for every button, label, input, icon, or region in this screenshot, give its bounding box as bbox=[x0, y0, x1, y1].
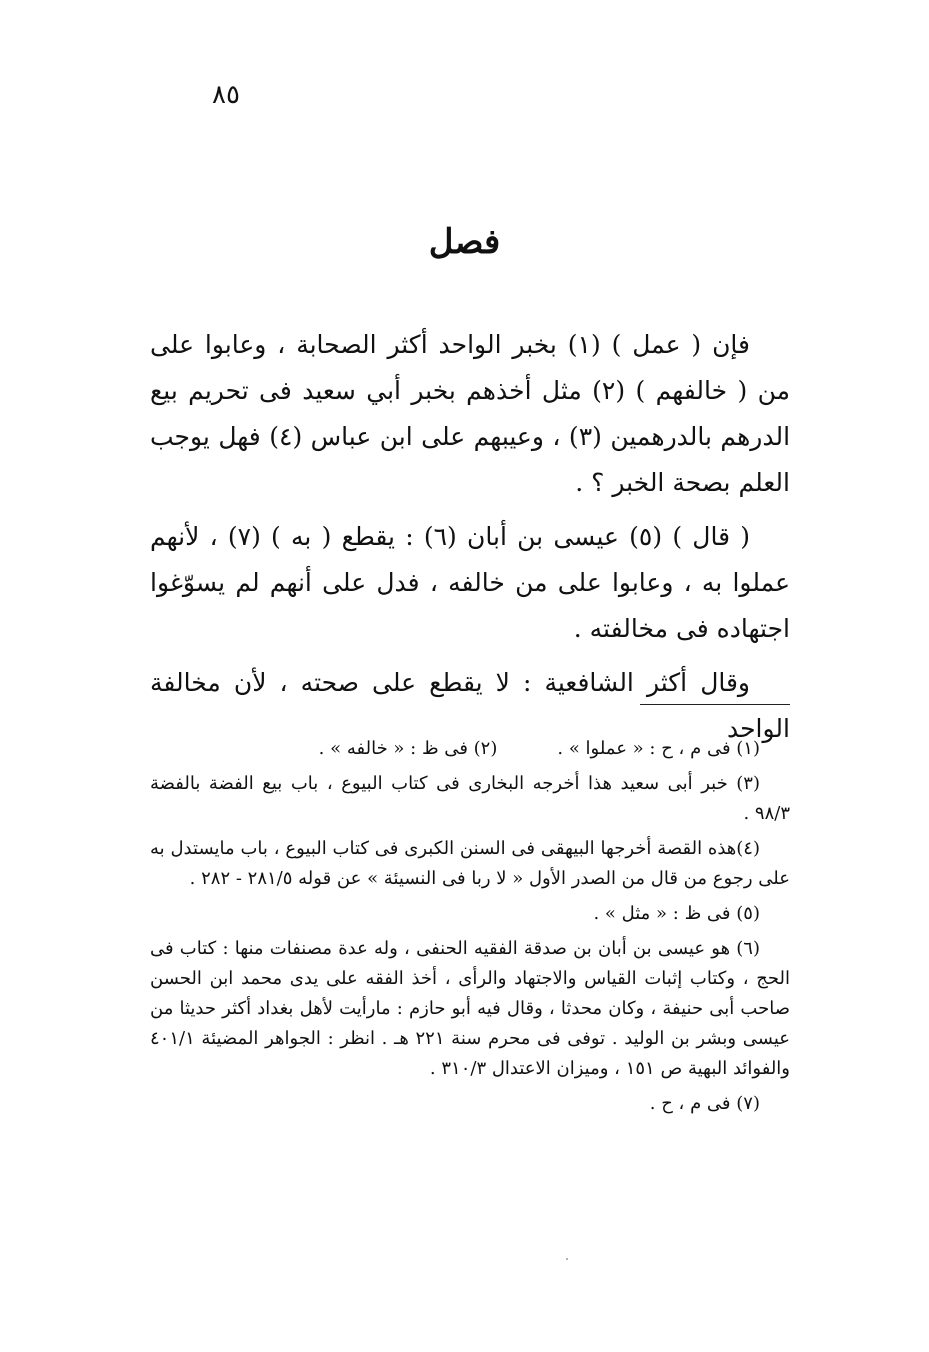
footnote-3: (٣) خبر أبى سعيد هذا أخرجه البخارى فى كتاب البيوع ، باب بيع الفضة بالفضة ٩٨/٣ . bbox=[150, 773, 790, 824]
body-paragraph-3: وقال أكثر الشافعية : لا يقطع على صحته ، لأن مخالفة الواحد bbox=[150, 668, 790, 743]
scan-dot bbox=[566, 1258, 568, 1260]
footnote-6: (٦) هو عيسى بن أبان بن صدقة الفقيه الحنفى ، وله عدة مصنفات منها : كتاب فى الحج ، وكتاب إثبات القياس والاجتهاد والرأى ، أخذ الفقه على يدى محمد ابن الحسن صاحب أبى حنيفة ، وكان محدثا ، وقال فيه أبو حازم : مارأيت لأهل بغداد أكثر حديثا من عيسى وبشر بن الوليد . توفى فى محرم سنة ٢٢١ هـ . انظر : الجواهر المضيئة ٤٠١/١ والفوائد البهية ص ١٥١ ، وميزان الاعتدال ٣١٠/٣ . bbox=[150, 938, 791, 1079]
footnote-5: (٥) فى ظ : « مثل » . bbox=[593, 903, 760, 924]
footnote-1: (١) فى م ، ح : « عملوا » . bbox=[557, 738, 760, 759]
section-title: فصل bbox=[428, 222, 501, 262]
main-text bbox=[150, 322, 790, 760]
footnote-4: (٤)هذه القصة أخرجها البيهقى فى السنن الكبرى فى كتاب البيوع ، باب مايستدل به على رجوع من قال من الصدر الأول « لا ربا فى النسيئة » عن قوله ٢٨١/٥ - ٢٨٢ . bbox=[150, 838, 790, 889]
page-number: ٨٥ bbox=[212, 80, 240, 110]
footnote-divider bbox=[640, 704, 790, 705]
footnote-7: (٧) فى م ، ح . bbox=[649, 1093, 760, 1114]
footnote-2: (٢) فى ظ : « خالفه » . bbox=[318, 738, 498, 759]
footnotes bbox=[150, 734, 790, 1124]
footnote-row-1-2 bbox=[150, 734, 790, 764]
body-paragraph-1: فإن ( عمل ) (١) بخبر الواحد أكثر الصحابة ، وعابوا على من ( خالفهم ) (٢) مثل أخذهم بخبر أبي سعيد فى تحريم بيع الدرهم بالدرهمين (٣) ، وعيبهم على ابن عباس (٤) فهل يوجب العلم بصحة الخبر ؟ . bbox=[150, 330, 791, 497]
body-paragraph-2: ( قال ) (٥) عيسى بن أبان (٦) : يقطع ( به ) (٧) ، لأنهم عملوا به ، وعابوا على من خالفه ، فدل على أنهم لم يسوّغوا اجتهاده فى مخالفته . bbox=[150, 522, 790, 643]
